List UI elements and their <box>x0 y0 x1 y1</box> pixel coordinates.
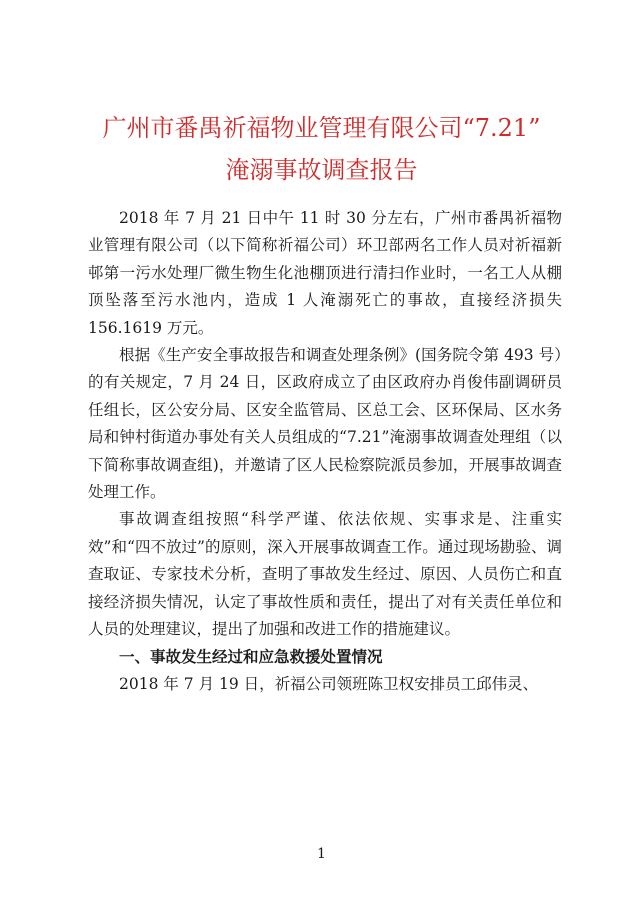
title-line-1: 广州市番禺祈福物业管理有限公司“7.21” <box>102 114 541 142</box>
section-paragraph: 2018 年 7 月 19 日，祈福公司领班陈卫权安排员工邱伟灵、 <box>119 674 539 693</box>
section-heading: 一、事故发生经过和应急救援处置情况 <box>119 647 383 666</box>
paragraph-investigation-group: 根据《生产安全事故报告和调查处理条例》(国务院令第 493 号）的有关规定，7 月 24 日，区政府成立了由区政府办肖俊伟副调研员任组长，区公安分局、区安全监管局、区总工会、区环保局、区水务局和钟村街道办事处有关人员组成的“7.21”淹溺事故调查处理组（以下简称事故调查组)，并邀请了区人民检察院派员参加，开展事故调查处理工作。 <box>88 346 562 502</box>
document-body <box>88 205 562 698</box>
document-title <box>40 107 603 191</box>
paragraph-summary: 2018 年 7 月 21 日中午 11 时 30 分左右，广州市番禺祈福物业管理有限公司（以下简称祈福公司）环卫部两名工作人员对祈福新邨第一污水处理厂微生物生化池棚顶进行清扫作业时，一名工人从棚顶坠落至污水池内，造成 1 人淹溺死亡的事故，直接经济损失 156.1619 万元。 <box>88 209 562 337</box>
page-number: 1 <box>317 846 326 862</box>
title-line-2: 淹溺事故调查报告 <box>225 156 418 184</box>
paragraph-investigation-principles: 事故调查组按照“科学严谨、依法依规、实事求是、注重实效”和“四不放过”的原则，深入开展事故调查工作。通过现场勘验、调查取证、专家技术分析，查明了事故发生经过、原因、人员伤亡和直接经济损失情况，认定了事故性质和责任，提出了对有关责任单位和人员的处理建议，提出了加强和改进工作的措施建议。 <box>88 510 562 639</box>
